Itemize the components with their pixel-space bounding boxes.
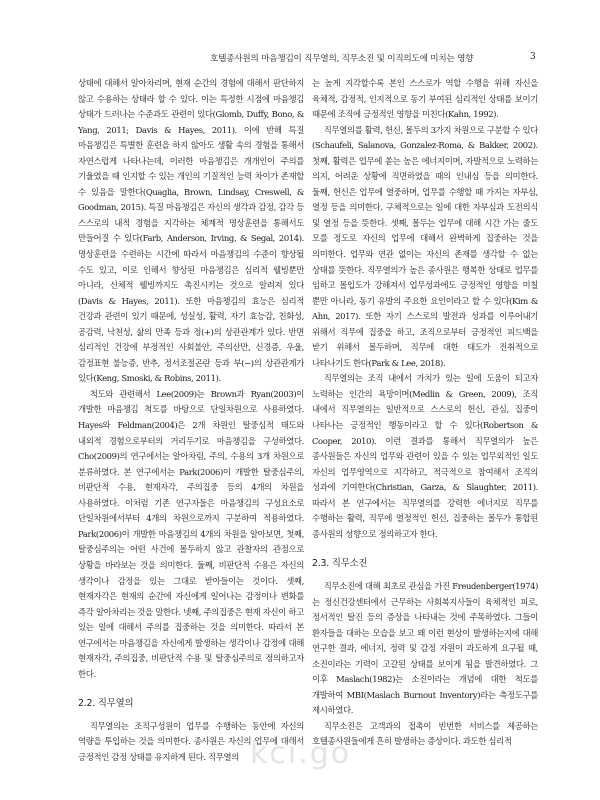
paragraph-job-engagement-definition: 직무열의는 조직 내에서 가치가 있는 일에 도움이 되고자 노력하는 인간의 욕망이며(Medlin & Green, 2009), 조직 내에서 직무열의는 일반적으로 스스로의 헌신, 관심, 집중이 나타나는 긍정적인 행동이라고 할 수 있다(Robertson & Cooper, 2010). 이런 결과를 통해서 직무열의가 높은 종사원들은 자신의 업무와 관련이 있을 수 있는 업무외적인 일도 자신의 업무영역으로 지각하고, 적극적으로 참여해서 조직의 성과에 기여한다(Christian, Garza, & Slaughter, 2011). 따라서 본 연구에서는 직무열의를 강력한 에너지로 직무를 수행하는 활력, 직무에 열정적인 헌신, 집중하는 몰두가 통합된 종사원의 성향으로 정의하고자 한다. <box>312 373 538 539</box>
running-header-title: 호텔종사원의 마음챙김이 직무열의, 직무소진 및 이직의도에 미치는 영향 <box>210 54 474 64</box>
running-header <box>0 52 600 68</box>
section-heading-job-engagement: 2.2. 직무열의 <box>78 698 134 710</box>
left-column <box>78 76 304 766</box>
watermark: kci.go <box>250 736 352 771</box>
right-column <box>312 76 538 750</box>
paragraph-mindfulness-scale: 척도와 관련해서 Lee(2009)는 Brown과 Ryan(2003)이 개발한 마음챙김 척도를 바탕으로 단일차원으로 사용하였다. Hayes와 Feldman(2004)은 2개 차원인 탈중심적 태도와 내외적 경험으로부터의 거리두기로 마음챙김을 구성하였다. Cho(2009)의 연구에서는 알아차림, 주의, 수용의 3개 차원으로 분류하였다. 본 연구에서는 Park(2006)이 개발한 탈중심주의, 비판단적 수용, 현재자각, 주의집중 등의 4개의 차원을 사용하였다. 이처럼 기존 연구자들은 마음챙김의 구성요소로 단일차원에서부터 4개의 차원으로까지 구분하여 적용하였다. Park(2006)이 개발한 마음챙김의 4개의 차원을 알아보면, 첫째, 탈중심주의는 어떤 사건에 몰두하지 않고 관찰자의 관점으로 상황을 바라보는 것을 의미한다. 둘째, 비판단적 수용은 자신의 생각이나 감정을 있는 그대로 받아들이는 것이다. 셋째, 현재자각은 현재의 순간에 자신에게 일어나는 감정이나 변화를 즉각 알아차리는 것을 말한다. 넷째, 주의집중은 현재 자신이 하고 있는 일에 대해서 주의를 집중하는 것을 의미한다. 따라서 본 연구에서는 마음챙김을 자신에게 발생하는 생각이나 감정에 대해 현재자각, 주의집중, 비판단적 수용 및 탈중심주의로 정의하고자 한다. <box>78 388 304 679</box>
section-heading-burnout: 2.3. 직무소진 <box>312 558 368 570</box>
paragraph-mindfulness-state: 상태에 대해서 알아차리며, 현재 순간의 경험에 대해서 판단하지 않고 수용하는 상태라 할 수 있다. 이는 특정한 시점에 마음챙김 상태가 드러나는 수준과도 관련이 있다(Glomb, Duffy, Bono, & Yang, 2011; Davis & Hayes, 2011). 이에 반해 특질 마음챙김은 특별한 훈련을 하지 않아도 생활 속의 경험을 통해서 자연스럽게 나타나는데, 이러한 마음챙김은 개개인이 주의를 기울였을 때 인지할 수 있는 개인의 기질적인 능력 차이가 존재할 수 있음을 말한다(Quaglia, Brown, Lindsay, Creswell, & Goodman, 2015). 특질 마음챙김은 자신의 생각과 감정, 감각 등 스스로의 내적 경험을 지각하는 체계적 명상훈련을 통해서도 만들어질 수 있다(Farb, Anderson, Irving, & Segal, 2014). 명상훈련을 수련하는 시간에 따라서 마음챙김의 수준이 향상될 수도 있고, 이로 인해서 향상된 마음챙김은 심리적 웰빙뿐만 아니라, 신체적 웰빙까지도 촉진시키는 것으로 알려져 있다(Davis & Hayes, 2011). 또한 마음챙김의 효능은 심리적 건강과 관련이 있기 때문에, 성실성, 활력, 자기 효능감, 친화성, 공감력, 낙천성, 삶의 만족 등과 정(+)의 상관관계가 있다. 반면 심리적인 건강에 부정적인 사회불안, 주의산만, 신경증, 우울, 감정표현 불능증, 반추, 정서조절곤란 등과 부(−)의 상관관계가 있다(Keng, Smoski, & Robins, 2011). <box>78 78 304 384</box>
page-number: 3 <box>530 52 536 62</box>
paragraph-job-engagement-cont: 는 높게 지각할수록 본인 스스로가 역할 수행을 위해 자신을 육체적, 감정적, 인지적으로 동기 부여된 심리적인 상태를 보이기 때문에 조직에 긍정적인 영향을 미친다(Kahn, 1992). <box>312 78 538 120</box>
paragraph-job-engagement-dimensions: 직무열의를 활력, 헌신, 몰두의 3가지 차원으로 구분할 수 있다(Schaufeli, Salanova, Gonzalez-Roma, & Bakker, 2002). 첫째, 활력은 업무에 쏟는 높은 에너지이며, 자발적으로 노력하는 의지, 어려운 상황에 직면하였을 때의 인내심 등을 의미한다. 둘째, 헌신은 업무에 열중하며, 업무를 수행할 때 가지는 자부심, 열정 등을 의미한다. 구체적으로는 일에 대한 자부심과 도전의식 및 열정 등을 뜻한다. 셋째, 몰두는 업무에 대해 시간 가는 줄도 모를 정도로 자신의 업무에 대해서 완벽하게 집중하는 것을 의미한다. 업무와 연관 없이는 자신의 존재를 생각할 수 없는 상태를 뜻한다. 직무열의가 높은 종사원은 행복한 상태로 업무를 임하고 몰입도가 강해져서 업무성과에도 긍정적인 영향을 미칠 뿐만 아니라, 동기 유발의 주요한 요인이라고 할 수 있다(Kim & Ahn, 2017). 또한 자기 스스로의 발전과 성과를 이루어내기 위해서 직무에 집중을 하고, 조직으로부터 긍정적인 피드백을 받기 위해서 몰두하며, 직무에 대한 태도가 진취적으로 나타나기도 한다(Park & Lee, 2018). <box>312 124 538 368</box>
paragraph-burnout-origin: 직무소진에 대해 최초로 관심을 가진 Freudenberger(1974)는 정신건강센터에서 근무하는 사회복지사들이 육체적인 피로, 정서적인 탈진 등의 증상을 나타내는 것에 주목하였다. 그들이 환자들을 대하는 모습을 보고 왜 이런 현상이 발생하는지에 대해 연구한 결과, 에너지, 정력 및 감정 자원이 과도하게 요구될 때, 소진이라는 기력이 고갈된 상태를 보이게 됨을 발견하였다. 그 이후 Maslach(1982)는 소진이라는 개념에 대한 척도를 개발하여 MBI(Maslach Burnout Inventory)라는 측정도구를 제시하였다. <box>312 580 538 716</box>
paragraph-job-engagement-intro: 직무열의는 조직구성원이 업무를 수행하는 동안에 자신의 역량을 투입하는 것을 의미한다. 종사원은 자신의 업무에 대해서 긍정적인 감정 상태를 유지하게 된다. 직무열의 <box>78 720 304 762</box>
paragraph-burnout-hotel: 직무소진은 고객과의 접촉이 빈번한 서비스를 제공하는 호텔종사원들에게 흔히 발생하는 증상이다. 과도한 심리적 <box>312 720 538 747</box>
